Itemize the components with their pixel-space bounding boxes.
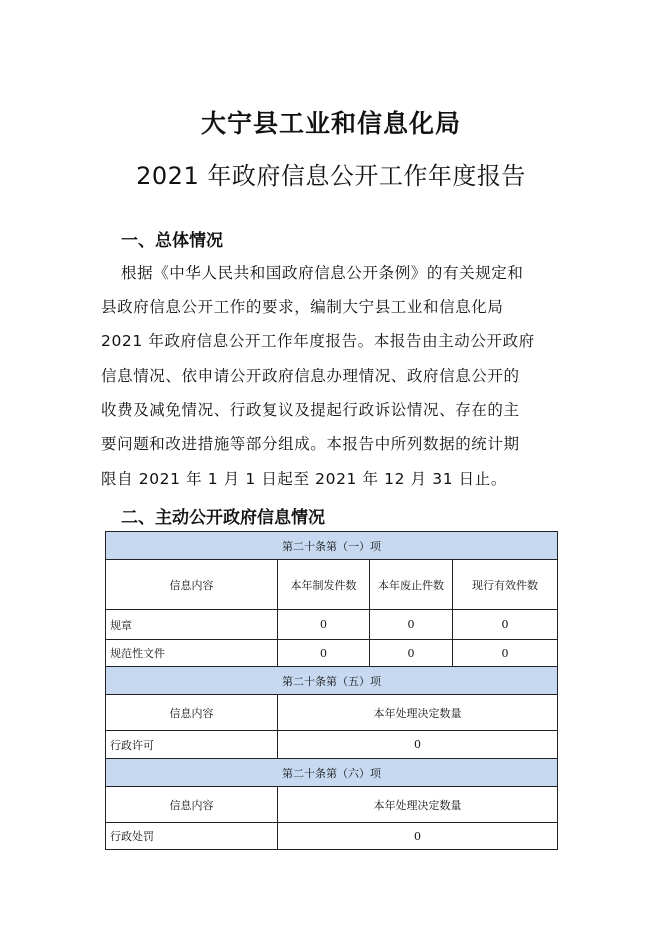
table-section-title: 第二十条第（五）项 <box>106 667 558 695</box>
table-cell: 0 <box>453 610 558 640</box>
table-cell: 行政许可 <box>106 731 278 759</box>
table-header-cell: 本年处理决定数量 <box>278 787 558 823</box>
table-header-cell: 本年制发件数 <box>278 560 370 610</box>
section1-paragraph-line: 收费及减免情况、行政复议及提起行政诉讼情况、存在的主 <box>101 401 520 419</box>
table-row <box>106 640 558 667</box>
disclosure-table <box>105 531 558 850</box>
table-cell: 0 <box>370 640 453 667</box>
table-header-cell: 本年废止件数 <box>370 560 453 610</box>
table-row <box>106 610 558 640</box>
table-header-cell: 信息内容 <box>106 787 278 823</box>
table-cell: 0 <box>278 640 370 667</box>
table-header-cell: 本年处理决定数量 <box>278 695 558 731</box>
section1-heading: 一、总体情况 <box>121 231 223 251</box>
section1-paragraph-line: 县政府信息公开工作的要求，编制大宁县工业和信息化局 <box>101 298 504 316</box>
table-cell: 规章 <box>106 610 278 640</box>
table-cell: 行政处罚 <box>106 823 278 850</box>
table-cell: 规范性文件 <box>106 640 278 667</box>
table-cell: 0 <box>278 731 558 759</box>
table-cell: 0 <box>278 823 558 850</box>
table-header-cell: 信息内容 <box>106 560 278 610</box>
section1-paragraph-line: 2021 年政府信息公开工作年度报告。本报告由主动公开政府 <box>101 332 535 350</box>
table-row <box>106 731 558 759</box>
table-section-title: 第二十条第（一）项 <box>106 532 558 560</box>
table-section-title: 第二十条第（六）项 <box>106 759 558 787</box>
table-header-cell: 现行有效件数 <box>453 560 558 610</box>
section1-paragraph-line: 信息情况、依申请公开政府信息办理情况、政府信息公开的 <box>101 367 520 385</box>
table-cell: 0 <box>453 640 558 667</box>
table-cell: 0 <box>370 610 453 640</box>
section1-paragraph-line: 限自 2021 年 1 月 1 日起至 2021 年 12 月 31 日止。 <box>101 470 507 488</box>
section1-paragraph-line: 根据《中华人民共和国政府信息公开条例》的有关规定和 <box>121 264 524 282</box>
section2-heading: 二、主动公开政府信息情况 <box>121 508 325 528</box>
table-cell: 0 <box>278 610 370 640</box>
report-title-line2: 2021 年政府信息公开工作年度报告 <box>136 162 526 190</box>
section1-paragraph-line: 要问题和改进措施等部分组成。本报告中所列数据的统计期 <box>101 435 520 453</box>
report-title-line1: 大宁县工业和信息化局 <box>200 109 461 138</box>
table-header-cell: 信息内容 <box>106 695 278 731</box>
table-row <box>106 823 558 850</box>
